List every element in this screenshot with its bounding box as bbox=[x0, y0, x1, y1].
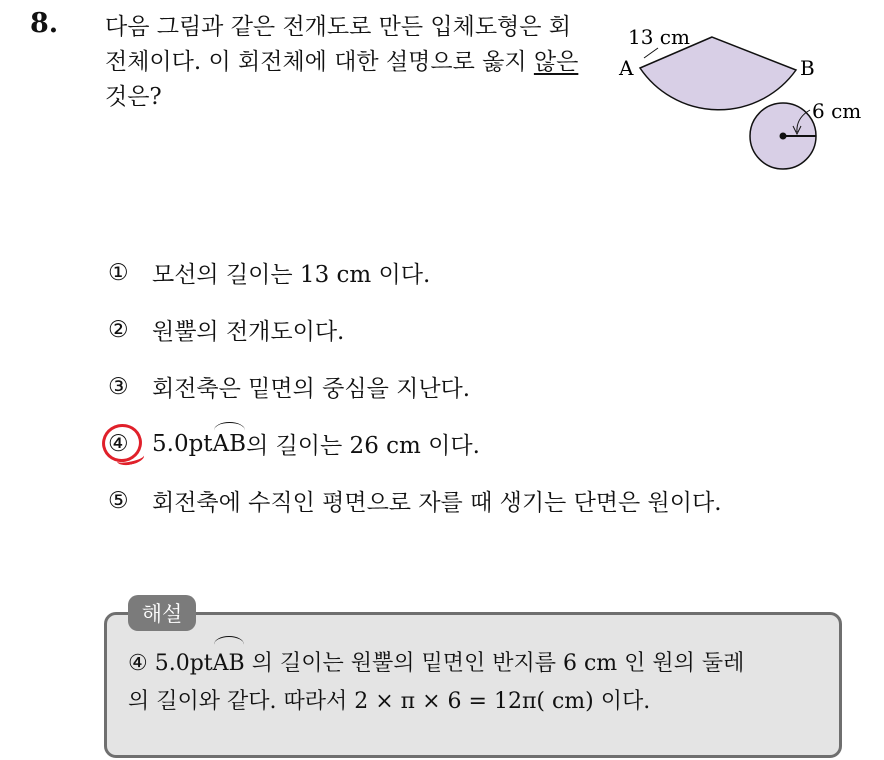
center-dot bbox=[780, 133, 787, 140]
question-number: 8. bbox=[30, 8, 59, 39]
stem-text-after: 것은? bbox=[105, 84, 162, 110]
explanation-text bbox=[128, 645, 828, 721]
choice-2[interactable] bbox=[108, 301, 722, 358]
choice-list bbox=[108, 244, 722, 529]
point-b-label: B bbox=[800, 56, 815, 80]
choice-5[interactable] bbox=[108, 472, 722, 529]
choice-text: 회전축에 수직인 평면으로 자를 때 생기는 단면은 원이다. bbox=[152, 490, 722, 516]
choice-text: 회전축은 밑면의 중심을 지난다. bbox=[152, 376, 471, 402]
explanation-line1: 의 길이는 원뿔의 밑면인 반지름 6 cm 인 원의 둘레 bbox=[244, 651, 745, 676]
choice-text: 의 길이는 26 cm 이다. bbox=[246, 433, 480, 459]
choice-1[interactable] bbox=[108, 244, 722, 301]
choice-number: ③ bbox=[108, 373, 129, 400]
choice-4[interactable] bbox=[108, 415, 722, 472]
arc-ab-label: AB bbox=[212, 430, 247, 457]
net-figure bbox=[600, 20, 870, 195]
choice-number: ① bbox=[108, 259, 129, 286]
radius-label: 6 cm bbox=[812, 99, 862, 123]
choice-text: 원뿔의 전개도이다. bbox=[152, 319, 345, 345]
explanation-arc-label: AB bbox=[213, 645, 245, 683]
explanation-line2: 의 길이와 같다. 따라서 2 × π × 6 = 12π( cm) 이다. bbox=[128, 689, 651, 714]
slant-label: 13 cm bbox=[628, 25, 690, 49]
stem-text-before: 다음 그림과 같은 전개도로 만든 입체도형은 회전체이다. 이 회전체에 대한 설명으로 옳지 bbox=[105, 14, 572, 75]
choice-number: ⑤ bbox=[108, 487, 129, 514]
stem-underlined-word: 않은 bbox=[533, 49, 579, 75]
question-stem bbox=[105, 10, 585, 115]
choice-number: ② bbox=[108, 316, 129, 343]
answer-mark-circle bbox=[98, 420, 145, 465]
explanation-choice-number: ④ bbox=[128, 651, 148, 676]
slant-leader bbox=[644, 48, 658, 58]
choice-3[interactable] bbox=[108, 358, 722, 415]
choice-text: 모선의 길이는 13 cm 이다. bbox=[152, 262, 431, 288]
choice-number: ④ bbox=[108, 430, 129, 457]
explanation-tag: 해설 bbox=[128, 595, 196, 631]
choice-prefix: 5.0pt bbox=[152, 430, 213, 457]
explanation-prefix: 5.0pt bbox=[154, 651, 213, 676]
point-a-label: A bbox=[619, 56, 634, 80]
